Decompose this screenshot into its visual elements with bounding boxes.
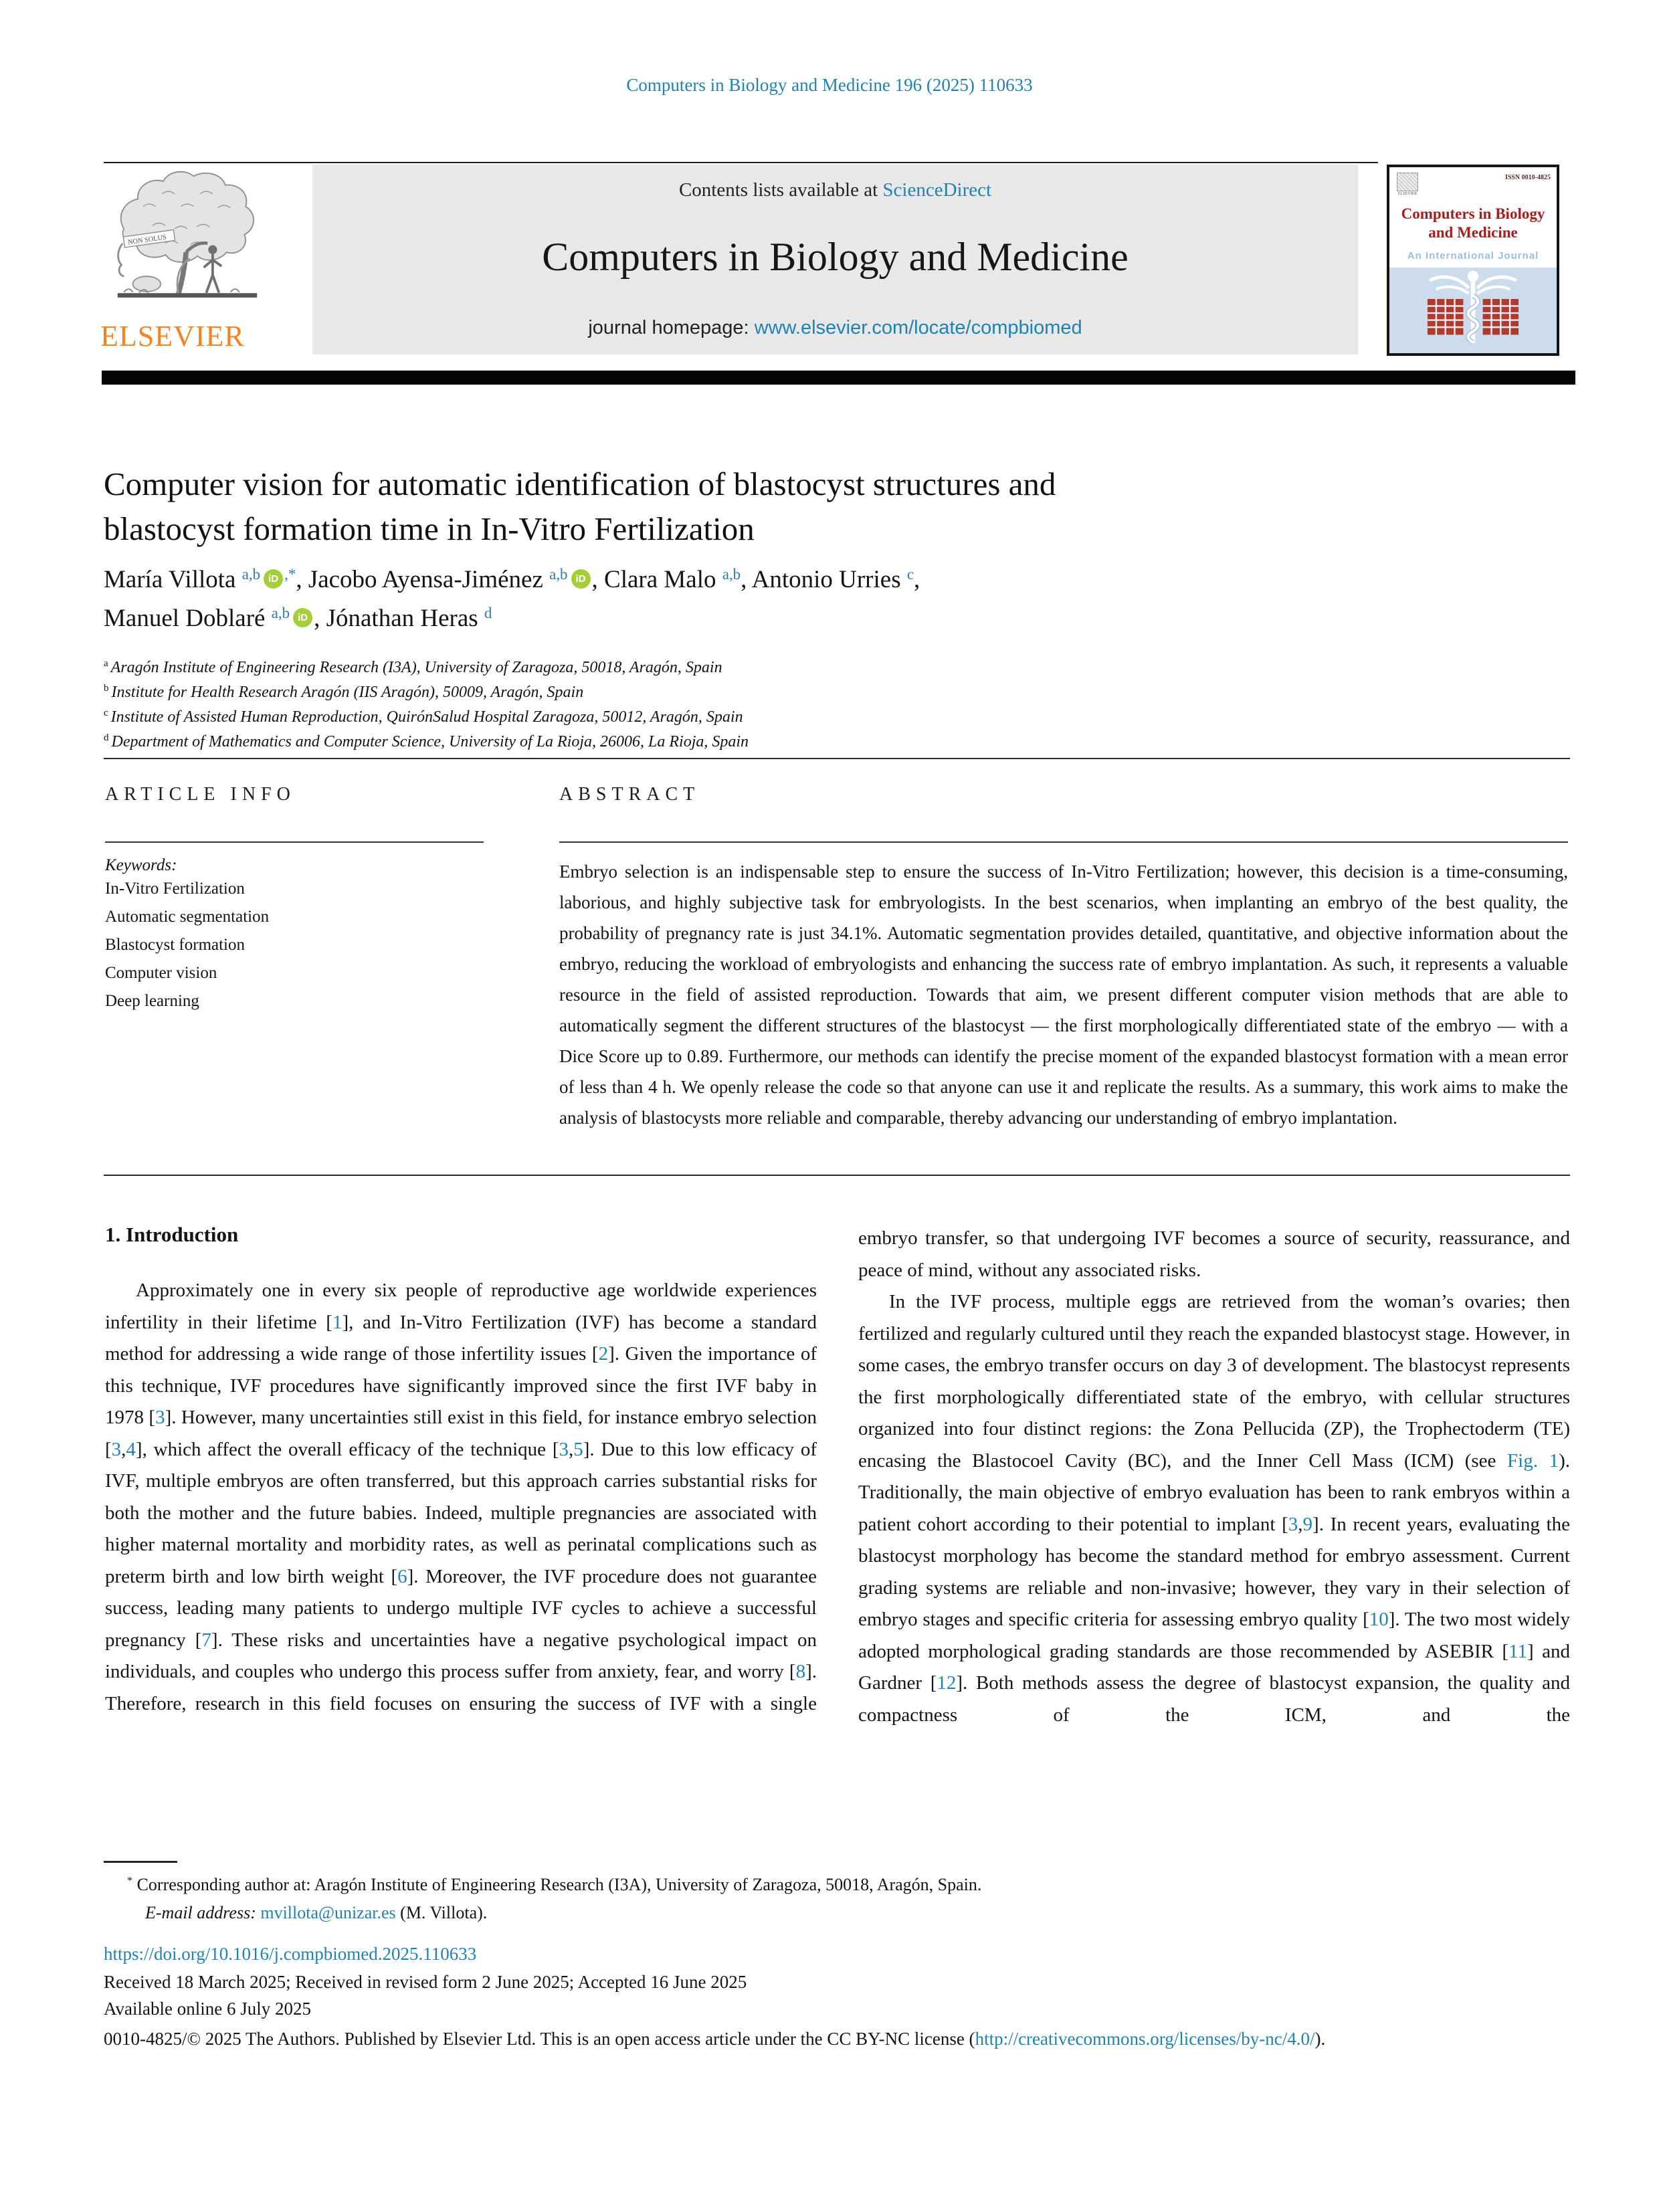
inline-link[interactable]: a,b <box>549 565 568 583</box>
homepage-label: journal homepage: <box>588 317 755 338</box>
journal-homepage-link[interactable]: www.elsevier.com/locate/compbiomed <box>754 317 1082 338</box>
corresponding-author-note: * Corresponding author at: Aragón Institute of Engineering Research (I3A), University of Zaragoza, 50018, Aragón, Spain. <box>127 1875 982 1894</box>
inline-link[interactable]: 6 <box>397 1565 407 1587</box>
sciencedirect-link[interactable]: ScienceDirect <box>882 179 992 201</box>
inline-link[interactable]: http://creativecommons.org/licenses/by-nc/4.0/ <box>975 2029 1315 2049</box>
article-title: Computer vision for automatic identification of blastocyst structures and blastocyst formation time in In-Vitro Fertilization <box>104 466 1056 547</box>
inline-link[interactable]: 2 <box>598 1343 609 1365</box>
abstract-heading: ABSTRACT <box>559 784 700 805</box>
journal-banner <box>312 165 1358 355</box>
inline-link[interactable]: 3 <box>155 1407 165 1428</box>
affiliation-line: $^c$ Institute of Assisted Human Reproduction, QuirónSalud Hospital Zaragoza, 50012, Aragón, Spain <box>104 708 743 726</box>
affiliations <box>104 656 749 755</box>
info-block-bottom-rule <box>104 1175 1570 1176</box>
received-dates: Received 18 March 2025; Received in revised form 2 June 2025; Accepted 16 June 2025 <box>104 1972 747 1992</box>
copyright-line: 0010-4825/© 2025 The Authors. Published by Elsevier Ltd. This is an open access article under the CC BY-NC license (http://creativecommons.org/licenses/by-nc/4.0/). <box>104 2029 1326 2049</box>
inline-link[interactable]: a,b <box>271 604 290 621</box>
keyword-item: Automatic segmentation <box>105 908 270 926</box>
orcid-icon[interactable]: iD <box>264 569 283 589</box>
inline-link[interactable]: mvillota@unizar.es <box>260 1903 396 1922</box>
inline-link[interactable]: 4 <box>126 1438 136 1460</box>
section-heading-introduction: 1. Introduction <box>105 1223 239 1246</box>
contents-line <box>312 179 1358 201</box>
affiliation-line: $^a$ Aragón Institute of Engineering Research (I3A), University of Zaragoza, 50018, Aragón, Spain <box>104 658 722 676</box>
abstract-column <box>559 784 1568 1133</box>
caduceus-icon <box>1389 268 1557 353</box>
keyword-item: In-Vitro Fertilization <box>105 880 245 898</box>
banner-top-rule <box>104 162 1378 163</box>
inline-link[interactable]: Fig. 1 <box>1507 1449 1559 1472</box>
info-block-top-rule <box>104 758 1570 759</box>
running-head-citation[interactable]: Computers in Biology and Medicine 196 (2025) 110633 <box>626 75 1033 95</box>
inline-link[interactable]: 12 <box>937 1672 957 1694</box>
email-line: E-mail address: mvillota@unizar.es (M. Villota). <box>145 1903 488 1922</box>
inline-link[interactable]: 7 <box>201 1629 211 1651</box>
contents-prefix: Contents lists available at <box>678 179 883 201</box>
affiliation-line: $^d$ Department of Mathematics and Computer Science, University of La Rioja, 26006, La Rioja, Spain <box>104 732 749 750</box>
cover-elsevier-mark-icon: ELSEVIER <box>1396 173 1419 196</box>
keywords-label: Keywords: <box>105 856 177 874</box>
inline-link[interactable]: 3 <box>559 1438 569 1460</box>
journal-title: Computers in Biology and Medicine <box>542 235 1129 279</box>
elsevier-wordmark: ELSEVIER <box>100 320 245 353</box>
inline-link[interactable]: 10 <box>1369 1609 1389 1630</box>
abstract-rule <box>559 841 1568 843</box>
abstract-text: Embryo selection is an indispensable step to ensure the success of In-Vitro Fertilization; however, this decision is a time-consuming, laborious, and highly subjective task for embryologists. In the best scenarios, when implanting an embryo of the best quality, the probability of pregnancy rate is just 34.1%. Automatic segmentation provides detailed, quantitative, and objective information about the embryo, reducing the workload of embryologists and enhancing the success rate of embryo implantation. As such, it represents a valuable resource in the field of assisted reproduction. Towards that aim, we present different computer vision methods that are able to automatically segment the different structures of the blastocyst — the first morphologically differentiated state of the embryo — with a Dice Score up to 0.89. Furthermore, our methods can identify the precise moment of the expanded blastocyst formation with a mean error of less than 4 h. We openly release the code so that anyone can use it and replicate the results. As a summary, this work aims to make the analysis of blastocysts more reliable and comparable, thereby advancing our understanding of embryo implantation. <box>559 862 1568 1128</box>
cover-issn: ISSN 0010-4825 <box>1504 174 1551 181</box>
introduction-paragraph-right-2: In the IVF process, multiple eggs are retrieved from the woman’s ovaries; then fertilized and regularly cultured until they reach the expanded blastocyst stage. However, in some cases, the embryo transfer occurs on day 3 of development. The blastocyst represents the first morphologically differentiated state of the embryo, with cellular structures organized into four distinct regions: the Zona Pellucida (ZP), the Trophectoderm (TE) encasing the Blastocoel Cavity (BC), and the Inner Cell Mass (ICM) (see Fig. 1). Traditionally, the main objective of embryo evaluation has been to rank embryos within a patient cohort according to their potential to implant [3,9]. In recent years, evaluating the blastocyst morphology has become the standard method for embryo assessment. Current grading systems are reliable and non-invasive; however, they vary in their selection of embryo stages and specific criteria for assessing embryo quality [10]. The two most widely adopted morphological grading standards are those recommended by ASEBIR [11] and Gardner [12]. Both methods assess the degree of blastocyst expansion, the quality and compactness of the ICM, and the <box>858 1291 1571 1726</box>
inline-link[interactable]: ,* <box>284 565 296 583</box>
orcid-icon[interactable]: iD <box>293 608 312 627</box>
inline-link[interactable]: c <box>906 565 914 583</box>
available-online: Available online 6 July 2025 <box>104 1999 311 2019</box>
inline-link[interactable]: 9 <box>1302 1513 1313 1535</box>
inline-link[interactable]: a,b <box>241 565 261 583</box>
footnote-rule <box>104 1861 177 1863</box>
journal-cover-thumbnail[interactable] <box>1387 165 1559 356</box>
introduction-paragraph-left: Approximately one in every six people of reproductive age worldwide experiences infertility in their lifetime [1], and In-Vitro Fertilization (IVF) has become a standard method for addressing a wide range of those infertility issues [2]. Given the importance of this technique, IVF procedures have significantly improved since the first IVF baby in 1978 [3]. However, many uncertainties still exist in this field, for instance embryo selection [3,4], which affect the overall efficacy of the technique [3,5]. Due to this low efficacy of IVF, multiple embryos are often transferred, but this approach carries substantial risks for both the mother and the future babies. Indeed, multiple pregnancies are associated with higher maternal mortality and morbidity rates, as well as perinatal complications such as preterm birth and low birth weight [6]. Moreover, the IVF procedure does not guarantee success, leading many patients to undergo multiple IVF cycles to achieve a successful pregnancy [7]. These risks and uncertainties have a negative psychological impact on individuals, and couples who undergo this process suffer from anxiety, fear, and worry [8]. Therefore, research in this field focuses on ensuring the success of IVF with a single <box>105 1280 817 1714</box>
cover-subtitle: An International Journal <box>1407 250 1539 262</box>
inline-link[interactable]: d <box>484 604 492 621</box>
inline-link[interactable]: 5 <box>573 1438 583 1460</box>
inline-link[interactable]: 3 <box>1288 1513 1298 1535</box>
article-info-rule <box>105 841 484 843</box>
inline-link[interactable]: 3 <box>111 1438 122 1460</box>
affiliation-line: $^b$ Institute for Health Research Aragón (IIS Aragón), 50009, Aragón, Spain <box>104 683 584 701</box>
introduction-paragraph-right-1: embryo transfer, so that undergoing IVF becomes a source of security, reassurance, and peace of mind, without any associated risks. <box>858 1227 1570 1281</box>
keyword-item: Blastocyst formation <box>105 936 245 954</box>
orcid-icon[interactable]: iD <box>571 569 591 589</box>
article-info-column <box>105 784 484 1015</box>
homepage-line <box>312 317 1358 339</box>
keyword-item: Computer vision <box>105 964 217 982</box>
introduction-section <box>105 1223 1570 1731</box>
inline-link[interactable]: 1 <box>332 1311 343 1333</box>
keyword-item: Deep learning <box>105 992 199 1010</box>
non-solus-motto: NON SOLUS <box>127 233 167 247</box>
body-column-left <box>105 1223 817 1731</box>
inline-link[interactable]: a,b <box>722 565 741 583</box>
author-list: María Villota $^{a,b}$ iD ,*, Jacobo Ayensa-Jiménez $^{a,b}$ iD , Clara Malo $^{a,b}$, Antonio Urries $^c$, Manuel Doblaré $^{a,b}$ iD , Jónathan Heras $^d$ <box>104 565 920 632</box>
elsevier-tree-icon <box>100 169 274 314</box>
banner-bottom-bar <box>102 371 1575 385</box>
body-column-right <box>858 1223 1570 1731</box>
keywords-list <box>105 875 484 1015</box>
doi-link[interactable]: https://doi.org/10.1016/j.compbiomed.2025.110633 <box>104 1944 477 1964</box>
article-info-heading: ARTICLE INFO <box>105 784 296 805</box>
inline-link[interactable]: 8 <box>795 1661 806 1682</box>
elsevier-logo <box>100 169 278 353</box>
cover-title: Computers in Biology and Medicine <box>1401 205 1545 241</box>
inline-link[interactable]: 11 <box>1508 1640 1528 1662</box>
